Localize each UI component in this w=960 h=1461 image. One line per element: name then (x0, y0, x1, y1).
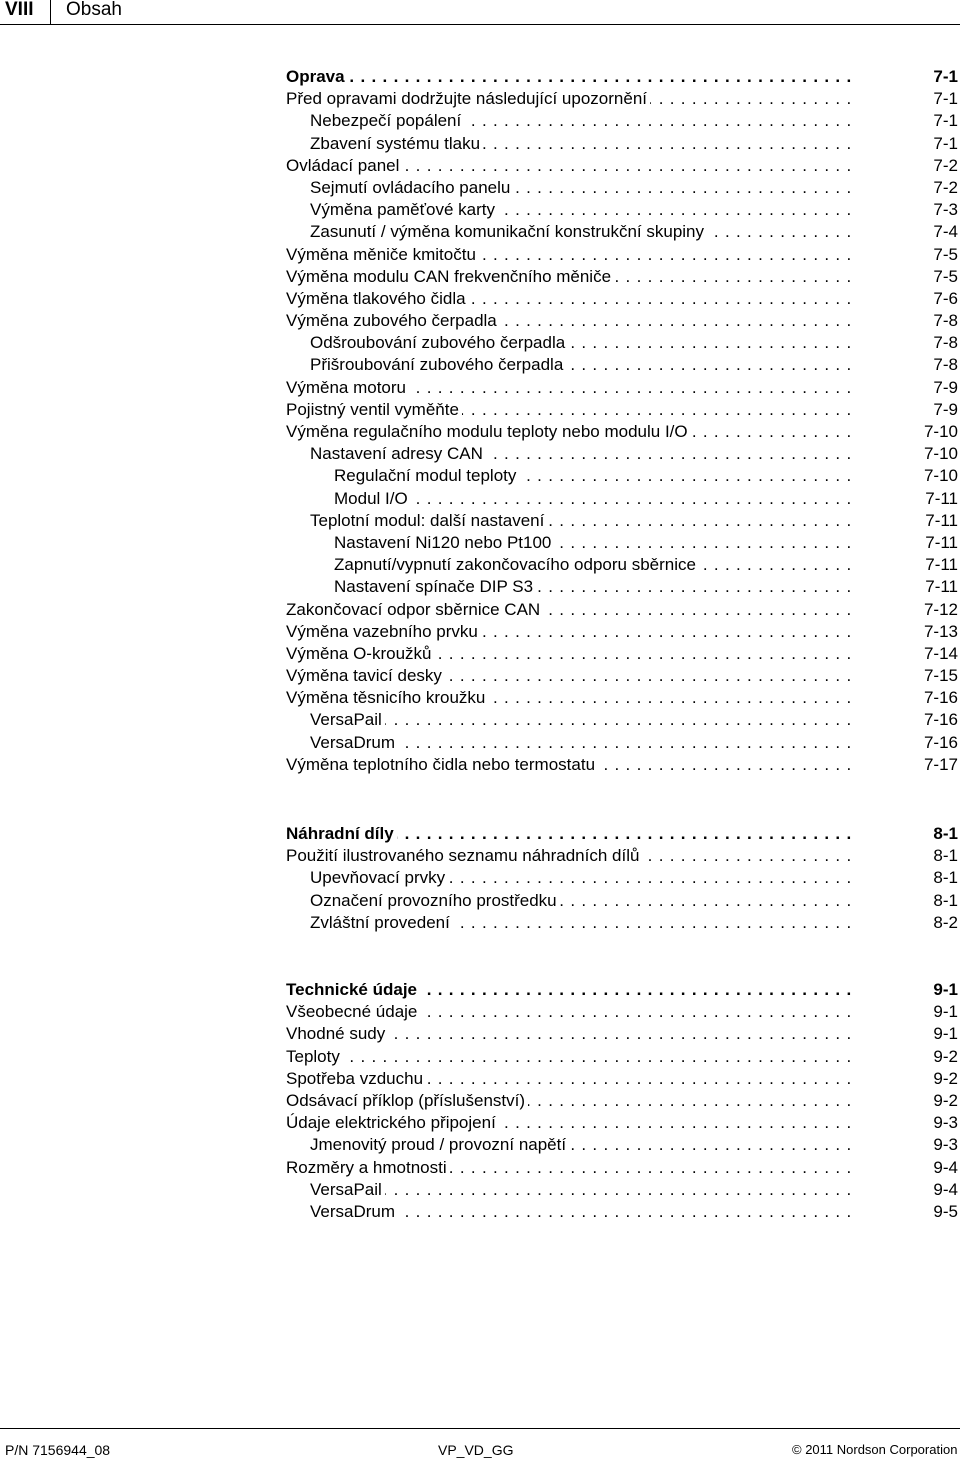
toc-entry-leader (286, 979, 852, 1001)
toc-entry-leader (286, 621, 852, 643)
toc-entry[interactable] (286, 110, 958, 132)
toc-entry-leader (286, 1001, 852, 1023)
toc-entry-leader (334, 465, 852, 487)
toc-entry[interactable] (286, 354, 958, 376)
toc-entry-page: 7-6 (933, 288, 958, 308)
toc-entry-title: Před opravami dodržujte následující upozornění (286, 89, 650, 108)
toc-entry-page: 7-14 (923, 643, 958, 663)
toc-entry-title: VersaDrum (310, 1202, 398, 1221)
toc-entry-title: Výměna paměťové karty (310, 200, 498, 219)
page-header (0, 0, 960, 32)
toc-entry-page: 7-9 (933, 399, 958, 419)
toc-entry-leader (334, 554, 852, 576)
toc-entry-title: Odšroubování zubového čerpadla (310, 333, 568, 352)
toc-entry-leader (310, 510, 852, 532)
toc-entry-title: Výměna zubového čerpadla (286, 311, 500, 330)
toc-entry-page: 9-1 (933, 980, 958, 999)
toc-entry-title: Údaje elektrického připojení (286, 1113, 499, 1132)
toc-entry-title: Spotřeba vzduchu (286, 1069, 426, 1088)
toc-entry-leader (334, 532, 852, 554)
toc-entry-title: Zasunutí / výměna komunikační konstrukční skupiny (310, 222, 707, 241)
page-footer (0, 1428, 960, 1461)
toc-entry-leader (310, 354, 852, 376)
toc-entry[interactable] (286, 1068, 958, 1090)
toc-entry[interactable] (286, 754, 958, 776)
toc-entry-leader (334, 488, 852, 510)
toc-entry-page: 8-1 (933, 824, 958, 843)
toc-entry-page: 9-1 (933, 1002, 958, 1022)
toc-entry-title: Nastavení spínače DIP S3 (334, 577, 536, 596)
toc-entry-page: 8-1 (933, 846, 958, 866)
toc-entry-page: 7-15 (923, 666, 958, 686)
toc-entry-page: 7-8 (933, 311, 958, 331)
toc-entry[interactable] (286, 221, 958, 243)
toc-entry[interactable] (286, 867, 958, 889)
toc-entry-leader (310, 199, 852, 221)
toc-entry-page: 7-11 (925, 555, 958, 575)
toc-entry-leader (286, 1112, 852, 1134)
toc-entry-page: 7-1 (933, 111, 958, 131)
toc-entry[interactable] (286, 709, 958, 731)
toc-entry-leader (310, 110, 852, 132)
toc-entry-page: 7-2 (933, 177, 958, 197)
toc-entry[interactable] (286, 1201, 958, 1223)
toc-entry-leader (286, 88, 852, 110)
toc-entry-title: Výměna regulačního modulu teploty nebo modulu I/O (286, 422, 691, 441)
toc-entry-page: 9-3 (933, 1113, 958, 1133)
toc-entry[interactable] (286, 1179, 958, 1201)
toc-entry[interactable] (286, 687, 958, 709)
toc-entry[interactable] (286, 443, 958, 465)
toc-entry-leader (310, 732, 852, 754)
toc-section-spare-parts (286, 823, 958, 934)
toc-entry[interactable] (286, 177, 958, 199)
toc-entry-page: 7-12 (923, 599, 958, 619)
toc-entry-page: 7-11 (925, 577, 958, 597)
toc-entry[interactable] (286, 66, 958, 88)
toc-entry-leader (286, 310, 852, 332)
toc-entry[interactable] (286, 332, 958, 354)
toc-entry-title: Výměna motoru (286, 378, 409, 397)
toc-entry[interactable] (286, 599, 958, 621)
toc-section-technical-data (286, 979, 958, 1223)
toc-entry-title: Náhradní díly (286, 824, 397, 843)
toc-entry-leader (286, 1157, 852, 1179)
toc-entry-page: 7-5 (933, 244, 958, 264)
toc-section-repair (286, 66, 958, 776)
toc-entry-leader (286, 1068, 852, 1090)
toc-entry-leader (310, 890, 852, 912)
toc-entry-title: Označení provozního prostředku (310, 891, 560, 910)
toc-entry-title: Nebezpečí popálení (310, 111, 464, 130)
toc-entry[interactable] (286, 890, 958, 912)
toc-entry-leader (286, 155, 852, 177)
toc-entry-title: Výměna O-kroužků (286, 644, 435, 663)
toc-entry[interactable] (286, 1023, 958, 1045)
toc-entry-leader (286, 665, 852, 687)
toc-entry[interactable] (286, 266, 958, 288)
toc-entry-title: Použití ilustrovaného seznamu náhradních dílů (286, 846, 642, 865)
toc-entry-leader (310, 912, 852, 934)
toc-entry-leader (286, 643, 852, 665)
document-code: VP_VD_GG (438, 1442, 514, 1458)
toc-entry-page: 7-10 (923, 422, 958, 441)
toc-entry-title: Zakončovací odpor sběrnice CAN (286, 600, 543, 619)
toc-entry-title: VersaPail (310, 710, 385, 729)
toc-entry-title: Jmenovitý proud / provozní napětí (310, 1135, 569, 1154)
toc-entry-page: 8-1 (933, 890, 958, 910)
page-title: Obsah (66, 0, 122, 20)
toc-entry[interactable] (286, 643, 958, 665)
header-rule (0, 24, 960, 25)
toc-entry[interactable] (286, 979, 958, 1001)
toc-entry-page: 9-3 (933, 1135, 958, 1155)
toc-entry-title: Teplotní modul: další nastavení (310, 511, 547, 530)
toc-entry[interactable] (286, 621, 958, 643)
toc-entry-page: 7-16 (923, 688, 958, 708)
toc-entry-leader (286, 377, 852, 399)
toc-entry-leader (286, 845, 852, 867)
footer-rule (0, 1428, 960, 1429)
toc-entry-page: 7-17 (923, 754, 958, 774)
toc-entry-leader (310, 867, 852, 889)
toc-entry-title: Nastavení adresy CAN (310, 444, 486, 463)
toc-entry-page: 9-4 (933, 1157, 958, 1177)
toc-entry-page: 9-2 (933, 1068, 958, 1088)
toc-entry-leader (286, 244, 852, 266)
toc-entry-page: 7-1 (933, 133, 958, 153)
toc-entry-title: Výměna vazebního prvku (286, 622, 481, 641)
toc-entry-page: 7-5 (933, 266, 958, 286)
toc-entry-title: Výměna tlakového čidla (286, 289, 469, 308)
toc-entry-title: Zvláštní provedení (310, 913, 453, 932)
toc-entry-page: 7-16 (923, 710, 958, 730)
toc-entry-leader (286, 823, 852, 845)
toc-entry-page: 9-5 (933, 1201, 958, 1221)
toc-entry-title: Výměna teplotního čidla nebo termostatu (286, 755, 598, 774)
toc-entry-title: Pojistný ventil vyměňte (286, 400, 462, 419)
toc-entry[interactable] (286, 465, 958, 487)
toc-entry[interactable] (286, 532, 958, 554)
toc-entry-title: Teploty (286, 1047, 343, 1066)
toc-entry-title: Všeobecné údaje (286, 1002, 420, 1021)
toc-entry-title: Výměna modulu CAN frekvenčního měniče (286, 267, 614, 286)
toc-entry-page: 7-2 (933, 155, 958, 175)
toc-entry-leader (286, 1090, 852, 1112)
chapter-box (0, 0, 51, 24)
toc-entry-title: Ovládací panel (286, 156, 402, 175)
toc-entry[interactable] (286, 1001, 958, 1023)
toc-entry-leader (310, 177, 852, 199)
toc-entry[interactable] (286, 133, 958, 155)
toc-entry-title: Rozměry a hmotnosti (286, 1158, 450, 1177)
toc-entry-page: 7-1 (933, 89, 958, 109)
toc-entry[interactable] (286, 845, 958, 867)
toc-entry-title: Nastavení Ni120 nebo Pt100 (334, 533, 554, 552)
copyright: © 2011 Nordson Corporation (792, 1442, 958, 1457)
toc-entry[interactable] (286, 199, 958, 221)
toc-entry[interactable] (286, 576, 958, 598)
toc-entry-page: 7-11 (925, 510, 958, 530)
toc-entry[interactable] (286, 88, 958, 110)
toc-entry-leader (286, 687, 852, 709)
toc-entry[interactable] (286, 554, 958, 576)
toc-entry-leader (286, 1023, 852, 1045)
toc-entry[interactable] (286, 244, 958, 266)
toc-entry[interactable] (286, 421, 958, 443)
toc-entry[interactable] (286, 1157, 958, 1179)
toc-entry-page: 9-2 (933, 1090, 958, 1110)
toc-entry-page: 8-1 (933, 868, 958, 888)
toc-entry-title: Regulační modul teploty (334, 466, 519, 485)
toc-entry-page: 9-2 (933, 1046, 958, 1066)
toc-entry-title: VersaPail (310, 1180, 385, 1199)
toc-entry[interactable] (286, 912, 958, 934)
toc-entry-leader (286, 399, 852, 421)
toc-entry[interactable] (286, 488, 958, 510)
toc-entry-page: 9-1 (933, 1024, 958, 1044)
toc-entry-title: Zbavení systému tlaku (310, 134, 483, 153)
toc-entry-leader (286, 288, 852, 310)
toc-entry[interactable] (286, 155, 958, 177)
toc-entry-leader (286, 1046, 852, 1068)
toc-entry-title: Odsávací příklop (příslušenství) (286, 1091, 528, 1110)
toc-entry-page: 7-8 (933, 333, 958, 353)
toc-entry[interactable] (286, 377, 958, 399)
toc-entry-title: Vhodné sudy (286, 1024, 388, 1043)
toc-entry-leader (310, 133, 852, 155)
toc-entry-title: VersaDrum (310, 733, 398, 752)
toc-entry-leader (310, 443, 852, 465)
toc-entry-title: Výměna těsnicího kroužku (286, 688, 488, 707)
toc-entry-title: Výměna tavicí desky (286, 666, 445, 685)
toc-entry[interactable] (286, 1134, 958, 1156)
toc-entry[interactable] (286, 510, 958, 532)
toc-entry[interactable] (286, 310, 958, 332)
toc-entry[interactable] (286, 1090, 958, 1112)
toc-entry[interactable] (286, 288, 958, 310)
toc-entry-page: 7-13 (923, 621, 958, 641)
toc-entry-leader (310, 709, 852, 731)
toc-entry-leader (286, 266, 852, 288)
toc-entry-title: Výměna měniče kmitočtu (286, 245, 479, 264)
toc-entry[interactable] (286, 665, 958, 687)
toc-entry-title: Upevňovací prvky (310, 868, 448, 887)
toc-entry-leader (310, 332, 852, 354)
toc-entry-page: 7-4 (933, 222, 958, 242)
toc-entry-leader (286, 599, 852, 621)
toc-entry[interactable] (286, 399, 958, 421)
toc-entry-page: 7-8 (933, 355, 958, 375)
part-number: P/N 7156944_08 (5, 1442, 111, 1458)
toc-entry-leader (286, 66, 852, 88)
toc-entry-title: Přišroubování zubového čerpadla (310, 355, 566, 374)
toc-entry-page: 7-10 (923, 466, 958, 486)
toc-entry-page: 7-16 (923, 732, 958, 752)
toc-entry-title: Technické údaje (286, 980, 420, 999)
toc-entry-leader (286, 754, 852, 776)
toc-entry-page: 8-2 (933, 912, 958, 932)
toc-entry-page: 9-4 (933, 1179, 958, 1199)
toc-entry-leader (286, 421, 852, 443)
toc-entry-title: Modul I/O (334, 489, 411, 508)
toc-entry-page: 7-1 (933, 67, 958, 86)
toc-entry[interactable] (286, 732, 958, 754)
toc-entry-title: Oprava (286, 67, 348, 86)
toc-entry-title: Sejmutí ovládacího panelu (310, 178, 513, 197)
toc-entry[interactable] (286, 1112, 958, 1134)
toc-entry-page: 7-3 (933, 200, 958, 220)
toc-entry[interactable] (286, 1046, 958, 1068)
toc-entry-leader (310, 1134, 852, 1156)
toc-entry-page: 7-11 (925, 488, 958, 508)
toc-entry-leader (334, 576, 852, 598)
chapter-number: VIII (5, 0, 34, 20)
toc-entry-page: 7-10 (923, 444, 958, 464)
toc-entry-leader (310, 1201, 852, 1223)
toc-entry-page: 7-11 (925, 532, 958, 552)
toc-entry-leader (310, 1179, 852, 1201)
toc-entry-page: 7-9 (933, 377, 958, 397)
toc-entry-title: Zapnutí/vypnutí zakončovacího odporu sběrnice (334, 555, 699, 574)
toc-entry[interactable] (286, 823, 958, 845)
toc-entry-leader (310, 221, 852, 243)
